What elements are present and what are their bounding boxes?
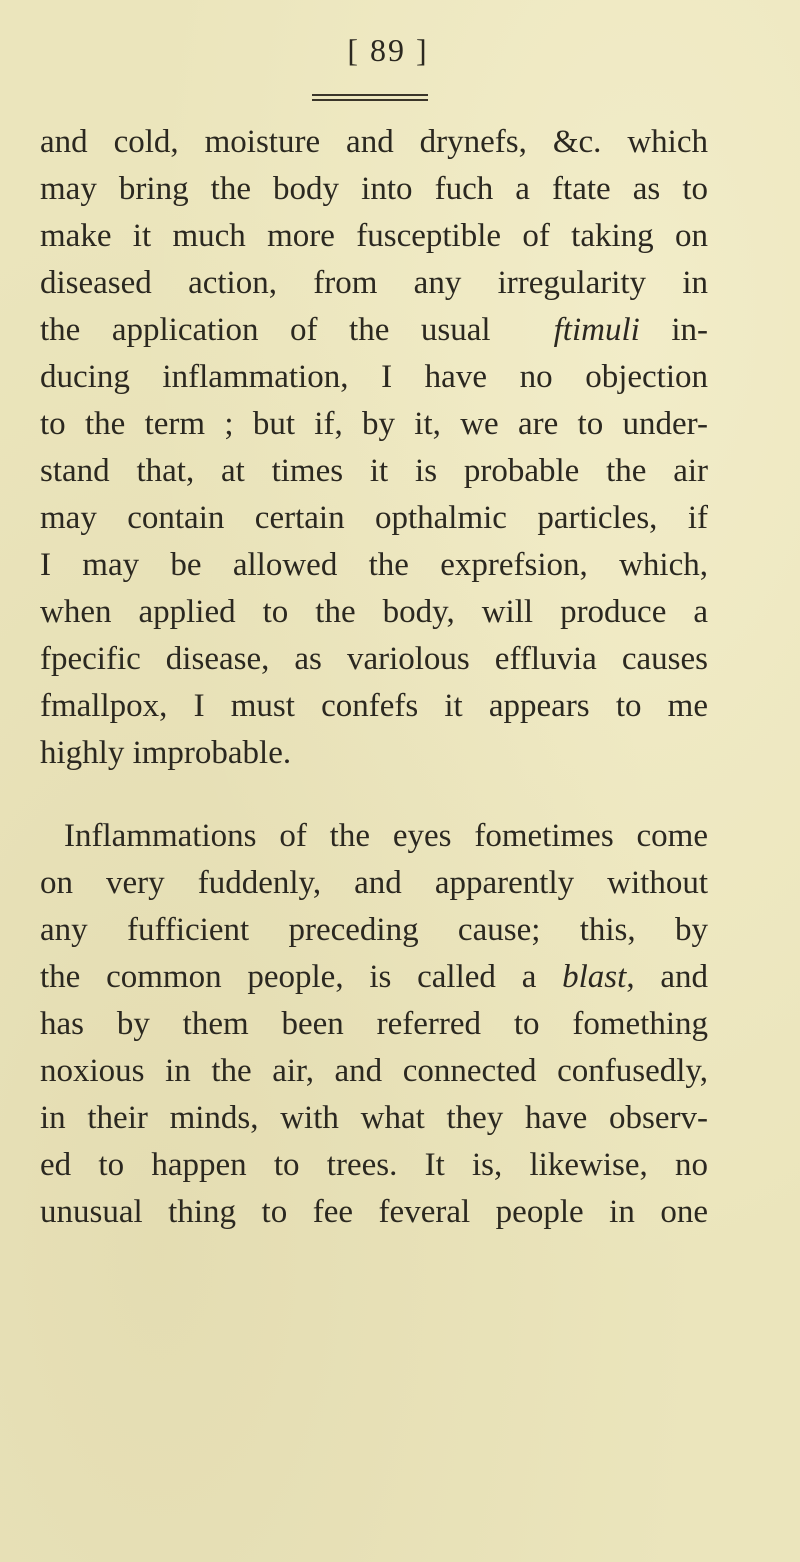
text-line: to the term ; but if, by it, we are to under- — [40, 406, 708, 442]
text-line: may bring the body into fuch a ftate as to — [40, 171, 708, 207]
text-fragment: in- — [639, 312, 708, 348]
italic-word: ftimuli — [553, 312, 640, 348]
text-line: may contain certain opthalmic particles, if — [40, 500, 708, 536]
text-line: fmallpox, I must confefs it appears to me — [40, 688, 708, 724]
text-line: on very fuddenly, and apparently without — [40, 865, 708, 901]
text-line: I may be allowed the exprefsion, which, — [40, 547, 708, 583]
text-line: ed to happen to trees. It is, likewise, no — [40, 1147, 708, 1183]
text-line: make it much more fusceptible of taking on — [40, 218, 708, 254]
text-line-mixed — [40, 957, 708, 997]
text-line: when applied to the body, will produce a — [40, 594, 708, 630]
text-line: highly improbable. — [40, 735, 292, 771]
text-line: fpecific disease, as variolous effluvia causes — [40, 641, 708, 677]
text-line: stand that, at times it is probable the air — [40, 453, 708, 489]
text-line: noxious in the air, and connected confusedly, — [40, 1053, 708, 1089]
text-fragment: the application of the usual — [40, 312, 491, 348]
text-line: ducing inflammation, I have no objection — [40, 359, 708, 395]
page-number: [ 89 ] — [347, 32, 429, 68]
text-line: diseased action, from any irregularity in — [40, 265, 708, 301]
text-line: unusual thing to fee feveral people in one — [40, 1194, 708, 1230]
text-line: and cold, moisture and drynefs, &c. which — [40, 124, 708, 160]
text-line: in their minds, with what they have observ- — [40, 1100, 708, 1136]
text-fragment: , and — [626, 959, 708, 995]
italic-word: blast — [562, 959, 627, 995]
header-rule — [312, 94, 428, 96]
text-line-mixed — [40, 310, 708, 350]
text-fragment: the common people, is called a — [40, 959, 537, 995]
header-rule-thin — [312, 99, 428, 101]
text-line: has by them been referred to fomething — [40, 1006, 708, 1042]
text-line: Inflammations of the eyes fometimes come — [64, 818, 708, 854]
text-line: any fufficient preceding cause; this, by — [40, 912, 708, 948]
